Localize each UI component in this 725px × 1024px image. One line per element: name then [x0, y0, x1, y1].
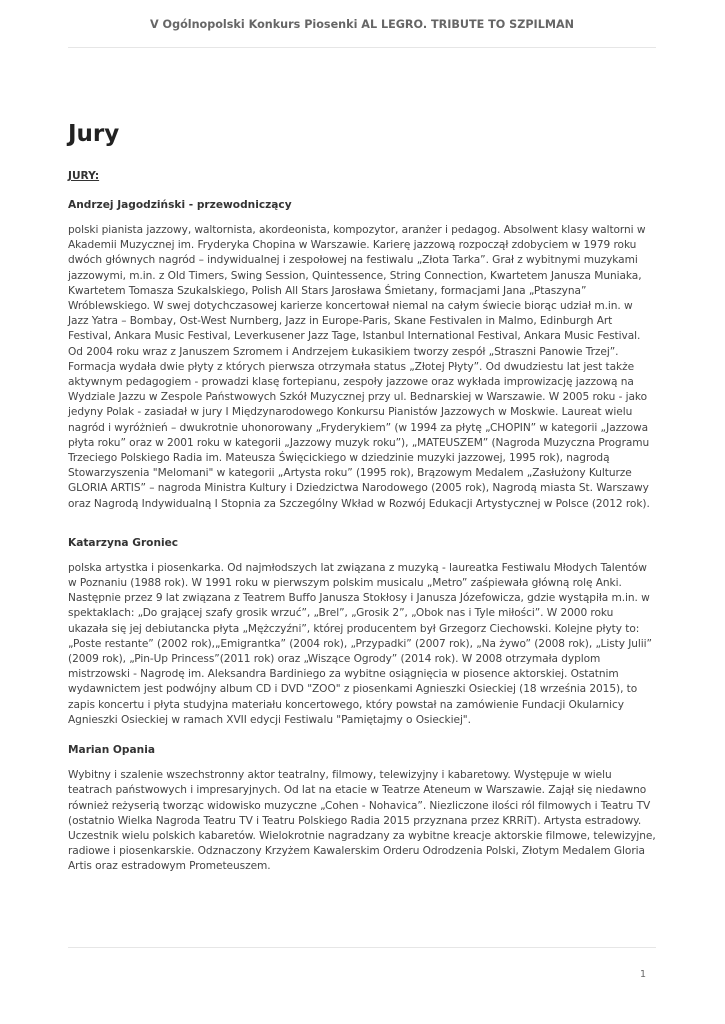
member-name: Katarzyna Groniec	[68, 536, 179, 549]
jury-member	[68, 743, 656, 874]
jury-label: JURY:	[68, 170, 100, 182]
jury-member	[68, 536, 656, 728]
member-bio: polska artystka i piosenkarka. Od najmłodszych lat związana z muzyką - laureatka Festiwalu Młodych Talentów w Poznaniu (1988 rok). W 1991 roku w pierwszym polskim musicalu „Metro” zaśpiewała główną rolę Anki. Następnie przez 9 lat związana z Teatrem Buffo Janusza Stokłosy i Janusza Józefowicza, gdzie wystąpiła m.in. w spektaklach: „Do grającej szafy grosik wrzuć”, „Brel”, „Grosik 2”, „Obok nas i Tyle miłości”. W 2000 roku ukazała się jej debiutancka płyta „Mężczyźni”, której producentem był Grzegorz Ciechowski. Kolejne płyty to: „Poste restante” (2002 rok),„Emigrantka” (2004 rok), „Przypadki” (2007 rok), „Na żywo” (2008 rok), „Listy Julii” (2009 rok), „Pin-Up Princess”(2011 rok) oraz „Wiszące Ogrody” (2014 rok). W 2008 otrzymała dyplom mistrzowski - Nagrodę im. Aleksandra Bardiniego za wybitne osiągnięcia w piosence aktorskiej. Ostatnim wydawnictem jest podwójny album CD i DVD "ZOO" z piosenkami Agnieszki Osieckiej (18 września 2015), to zapis koncertu i płyta studyjna materiału koncertowego, który powstał na zamówienie Fundacji Okularnicy Agnieszki Osieckiej w ramach XVII edycji Festiwalu "Pamiętajmy o Osieckiej".	[68, 561, 652, 726]
page-number: 1	[639, 969, 646, 980]
page-header	[68, 0, 656, 48]
member-bio: Wybitny i szalenie wszechstronny aktor teatralny, filmowy, telewizyjny i kabaretowy. Występuje w wielu teatrach państwowych i impresaryjnych. Od lat na etacie w Teatrze Ateneum w Warszawie. Zajął się niedawno również reżyserią tworząc widowisko muzyczne „Cohen - Nohavica”. Niezliczone ilości ról filmowych i Teatru TV (ostatnio Wielka Nagroda Teatru TV i Teatru Polskiego Radia 2015 przyznana przez KRRiT). Artysta estradowy. Uczestnik wielu polskich kabaretów. Wielokrotnie nagradzany za wybitne kreacje aktorskie filmowe, telewizyjne, radiowe i piosenkarskie. Odznaczony Krzyżem Kawalerskim Orderu Odrodzenia Polski, Złotym Medalem Gloria Artis oraz estradowym Prometeuszem.	[68, 769, 656, 873]
header-title: V Ogólnopolski Konkurs Piosenki AL LEGRO. TRIBUTE TO SZPILMAN	[150, 18, 574, 31]
member-name: Marian Opania	[68, 744, 155, 757]
page-footer	[68, 947, 656, 988]
jury-member	[68, 198, 656, 512]
main-content	[68, 118, 656, 875]
member-name: Andrzej Jagodziński - przewodniczący	[68, 199, 292, 211]
member-bio: polski pianista jazzowy, waltornista, akordeonista, kompozytor, aranżer i pedagog. Absolwent klasy waltorni w Akademii Muzycznej im. Fryderyka Chopina w Warszawie. Karierę jazzową rozpoczął zdobyciem w 1979 roku dwóch głównych nagród – indywidualnej i zespołowej na festiwalu „Złota Tarka”. Grał z wybitnymi muzykami jazzowymi, m.in. z Old Timers, Swing Session, Quintessence, String Connection, Kwartetem Janusza Muniaka, Kwartetem Tomasza Szukalskiego, Polish All Stars Jarosława Śmietany, formacjami Jana „Ptaszyna” Wróblewskiego. W swej dotychczasowej karierze koncertował niemal na całym świecie biorąc udział m.in. w Jazz Yatra – Bombay, Ost-West Nurnberg, Jazz in Europe-Paris, Skane Festivalen in Malmo, Edinburgh Art Festival, Ankara Music Festival, Leverkusener Jazz Tage, Istanbul International Festival, Ankara Music Festival. Od 2004 roku wraz z Januszem Szromem i Andrzejem Łukasikiem tworzy zespół „Straszni Panowie Trzej”. Formacja wydała dwie płyty z których pierwsza otrzymała status „Złotej Płyty”. Od dwudziestu lat jest także aktywnym pedagogiem - prowadzi klasę fortepianu, zespoły jazzowe oraz wykłada improwizację jazzową na Wydziale Jazzu w Zespole Państwowych Szkół Muzycznej przy ul. Bednarskiej w Warszawie. W 2005 roku - jako jedyny Polak - zasiadał w jury I Międzynarodowego Konkursu Pianistów Jazzowych w Moskwie. Laureat wielu nagród i wyróżnień – dwukrotnie uhonorowany „Fryderykiem” (w 1994 za płytę „CHOPIN” w kategorii „Jazzowa płyta roku” oraz w 2001 roku w kategorii „Jazzowy muzyk roku”), „MATEUSZEM” (Nagroda Muzyczna Programu Trzeciego Polskiego Radia im. Mateusza Święcickiego w dziedzinie muzyki jazzowej, 1995 rok), nagrodą Stowarzyszenia "Melomani" w kategorii „Artysta roku” (1995 rok), Brązowym Medalem „Zasłużony Kulturze GLORIA ARTIS” – nagroda Ministra Kultury i Dziedzictwa Narodowego (2005 rok), Nagrodą miasta St. Warszawy oraz Nagrodą Indywidualną I Stopnia za Szczególny Wkład w Rozwój Edukacji Artystycznej w Polsce (2012 rok).	[68, 224, 650, 510]
page-title: Jury	[68, 121, 120, 147]
